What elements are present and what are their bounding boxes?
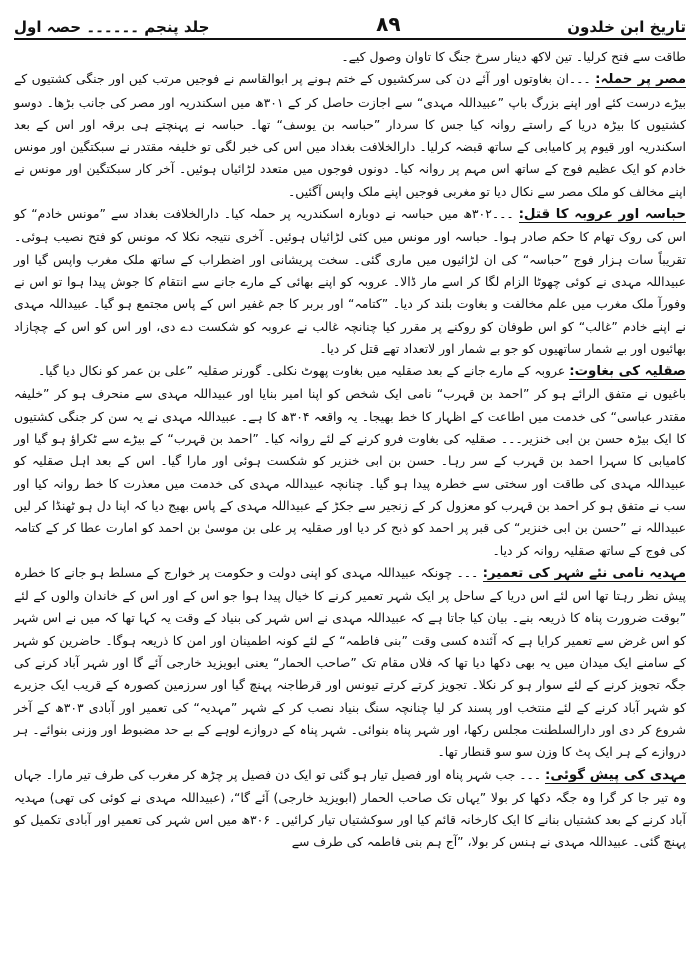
paragraph-mahdi-prophecy: [14, 764, 686, 854]
paragraph-text: عروبہ کے مارے جانے کے بعد صقلیہ میں بغاوت پھوٹ نکلی۔ گورنر صقلیہ ”علی بن عمر کو نکال دیا گیا۔: [37, 363, 566, 379]
section-heading: حباسہ اور عروبہ کا قتل:: [518, 207, 686, 223]
page-number: ۸۹: [376, 12, 401, 36]
paragraph-1: [14, 46, 686, 68]
page-header: [14, 0, 686, 36]
paragraph-text: باغیوں نے متفق الرائے ہو کر ”احمد بن قہرب“ نامی ایک شخص کو اپنا امیر بنایا اور عبیداللہ مہدی سے منحرف ہو کر ”خلیفہ مقتدر عباسی“ کی خدمت میں اطاعت کے اظہار کا خط بھیجا۔ یہ واقعہ ۳۰۴ھ کا ہے۔ عبیداللہ مہدی نے یہ سن کر جنگی کشتیوں کا ایک بیڑہ حسن بن ابی خنزیر۔۔۔ صقلیہ کی بغاوت فرو کرنے کے لئے روانہ کیا۔ ”احمد بن قہرب“ کے بیڑے سے ٹکراؤ ہو گیا اور کامیابی کا سہرا احمد بن قہرب کے سر رہا۔ حسن بن ابی خنزیر کو شکست ہوئی اور مارا گیا۔ اس کے بعد اہل صقلیہ کو عبیداللہ مہدی کی طاقت اور سختی سے خطرہ پیدا ہو گیا۔ چنانچہ عبیداللہ مہدی کی خدمت میں معذرت کا خط روانہ کیا اور سب نے متفق ہو کر احمد بن قہرب کو معزول کر کے زنجیر سے جکڑ کے عبیداللہ مہدی کے پاس بھیج دیا کہ اپنا دل ہو ٹھنڈا کر لیں عبیداللہ نے ”حسن بن ابی خنزیر“ کی قبر پر احمد کو ذبح کر دیا اور صقلیہ پر علی بن موسیٰ بن احمد کو امارت عطا کر کے کتامہ کی فوج کے ساتھ صقلیہ روانہ کر دیا۔: [14, 386, 686, 558]
paragraph-text: طاقت سے فتح کرلیا۔ تین لاکھ دینار سرخ جنگ کا تاوان وصول کیے۔: [341, 49, 686, 64]
page-body: [14, 46, 686, 854]
header-rule: [14, 38, 686, 40]
book-title: تاریخ ابن خلدون: [567, 18, 686, 36]
section-heading: مہدیہ نامی نئے شہر کی تعمیر:: [482, 565, 686, 581]
paragraph-sicily-revolt: [14, 383, 686, 561]
paragraph-text: ۔۔۔ چونکہ عبیداللہ مہدی کو اپنی دولت و حکومت پر خوارج کے مسلط ہو جانے کا خطرہ پیش نظر رہتا تھا اس لئے اس دریا کے ساحل پر ایک شہر تعمیر کرنے کا خیال پیدا ہوا جو اس کے اور اس کے خاندان والوں کے لئے ”بوقت ضرورت پناہ کا ذریعہ بنے۔ بیان کیا جاتا ہے کہ عبیداللہ مہدی نے اس شہر کی بنیاد کے وقت یہ کہا تھا کہ میں نے اس شہر کو اس غرض سے تعمیر کرایا ہے کہ آئندہ کسی وقت ”بنی فاطمہ“ کے لئے کونہ اطمینان اور امن کا ذریعہ ہوگا۔ حاضرین کو شہر کے سامنے ایک میدان میں یہ بھی دکھا دیا تھا کہ فلاں مقام تک ”صاحب الحمار“ یعنی ابویزید خارجی آئے گا اور شہر آباد کرنے کی جگہ تجویز کرنے کے لئے سوار ہو کر نکلا۔ تجویز کرتے کرتے تیونس اور قرطاجنہ پہنچ گیا اور سرزمین کصورہ کے قریب ایک جزیرے کو شہر آباد کرنے کے لئے منتخب اور پسند کر لیا چنانچہ سنگ بنیاد نصب کر کے شہر ”مہدیہ“ کی تعمیر اور آبادی ۳۰۳ھ کے آخر شروع کر دی اور دارالسلطنت مجلس رکھا، اور شہر پناہ بنوائی۔ شہر پناہ کے دروازے لوہے کے بے حد مضبوط اور وزنی بنوائے۔ ہر دروازے کے ہر ایک پٹ کا وزن سو سو قنطار تھا۔: [14, 564, 686, 760]
paragraph-egypt-attack: [14, 68, 686, 203]
paragraph-text: ۔۔۔۳۰۲ھ میں حباسہ نے دوبارہ اسکندریہ پر حملہ کیا۔ دارالخلافت بغداد سے ”مونس خادم“ کو اس کی روک تھام کا حکم صادر ہوا۔ حباسہ اور مونس میں کئی لڑائیاں ہوئیں۔ آخری نتیجہ نکلا کہ مونس کو فتح نصیب ہوئی۔ تقریباً سات ہزار فوج ”حباسہ“ کی ان لڑائیوں میں ماری گئی۔ سخت پریشانی اور اضطراب کے ساتھ ملک مغرب واپس گیا اور عبیداللہ مہدی نے کوئی چھوٹا الزام لگا کر اسے مار ڈالا۔ عروبہ کو اپنے بھائی کے مارے جانے سے انتقام کا جوش پیدا ہوا تو اس نے وفورآ ملک مغرب میں علم مخالفت و بغاوت بلند کر دیا۔ ”کتامہ“ اور بربر کا جم غفیر اس کے پاس مجتمع ہو گیا۔ عبیداللہ مہدی نے اپنے خادم ”غالب“ کو اس طوفان کو روکنے پر مقرر کیا چنانچہ غالب نے عروبہ کو شکست دے دی، اور اس کو اس کے چچازاد بھائیوں اور بے شمار ساتھیوں کو جو بے شمار اور لاتعداد تھے قتل کر دیا۔: [14, 206, 686, 356]
paragraph-text: ۔۔۔ جب شہر پناہ اور فصیل تیار ہو گئی تو ایک دن فصیل پر چڑھ کر مغرب کی طرف تیر مارا۔ جہاں وہ تیر جا کر گرا وہ جگہ دکھا کر بولا ”یہاں تک صاحب الحمار (ابویزید خارجی) آئے گا“، (عبیداللہ مہدی نے کوئی کی تھی) مہدیہ آباد کرنے کے بعد کشتیاں بنانے کا ایک کارخانہ قائم کیا اور سوکشتیاں تیار کرائیں۔ ۳۰۶ھ میں اس شہر کی تعمیر اور آبادی تکمیل کو پہنچ گئی۔ عبیداللہ مہدی نے ہنس کر بولا، ”آج ہم بنی فاطمہ کی طرف سے: [14, 766, 687, 850]
section-heading: صقلیہ کی بغاوت:: [569, 364, 686, 380]
paragraph-text: ۔۔۔ان بغاوتوں اور آئے دن کی سرکشیوں کے ختم ہونے پر ابوالقاسم نے فوجیں مرتب کیں اور جنگی کشتیوں کے بیڑے درست کئے اور اپنے بزرگ باپ ”عبیداللہ مہدی“ سے اجازت حاصل کر کے ۳۰۱ھ میں اسکندریہ اور مصر کی جانب بڑھا۔ دوسو کشتیوں کا بیڑہ دریا کے راستے روانہ کیا جس کا سردار ”حباسہ بن یوسف“ تھا۔ حباسہ نے پہنچتے ہی برقہ اور اس کے بعد اسکندریہ اور قیوم پر کامیابی کے ساتھ قبضہ کرلیا۔ دارالخلافت بغداد میں اس کی خبر لگی تو خلیفہ مقتدر نے سبکتگین اور مونس خادم کو ایک عظیم فوج کے ساتھ اس مہم پر روانہ کیا۔ دونوں فوجوں میں متعدد لڑائیاں ہوئیں۔ آخر کار سبکتگین اور مونس نے اپنے مخالف کو ملک مصر سے نکال دیا تو مغربی فوجیں اپنے ملک واپس آگئیں۔: [14, 71, 686, 199]
volume-label: جلد پنجم ۔۔۔۔۔۔ حصہ اول: [14, 18, 210, 36]
section-heading: مہدی کی پیش گوئی:: [544, 767, 686, 783]
paragraph-mahdia-city: [14, 562, 686, 764]
paragraph-sicily-intro: [14, 360, 686, 383]
section-heading: مصر پر حملہ:: [595, 72, 686, 88]
paragraph-habasa-killing: [14, 203, 686, 360]
